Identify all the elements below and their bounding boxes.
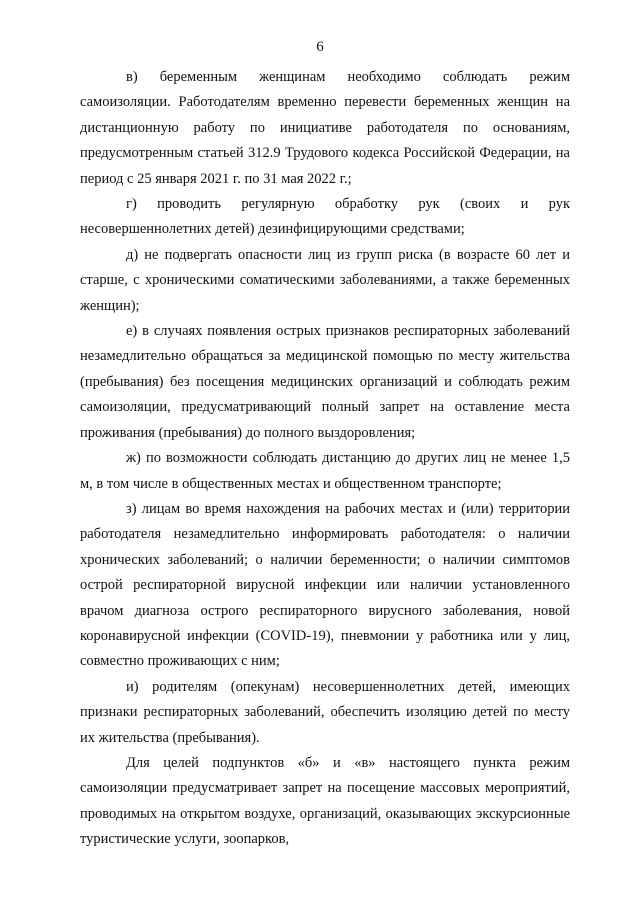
paragraph-g: г) проводить регулярную обработку рук (своих и рук несовершеннолетних детей) дезинфицирующими средствами; [80,196,570,238]
page-number: 6 [316,39,324,55]
paragraph-purposes: Для целей подпунктов «б» и «в» настоящего пункта режим самоизоляции предусматривает запрет на посещение массовых мероприятий, проводимых на открытом воздухе, организаций, оказывающих экскурсионные туристические услуги, зоопарков, [80,754,570,848]
paragraph-zh: ж) по возможности соблюдать дистанцию до других лиц не менее 1,5 м, в том числе в общественных местах и общественном транспорте; [80,450,570,492]
paragraph-z: з) лицам во время нахождения на рабочих местах и (или) территории работодателя незамедлительно информировать работодателя: о наличии хронических заболеваний; о наличии беременности; о наличии симптомов острой респираторной вирусной инфекции или наличии установленного врачом диагноза острого респираторного вирусного заболевания, новой коронавирусной инфекции (COVID-19), пневмонии у работника или у лиц, совместно проживающих с ним; [80,500,570,670]
paragraph-e: е) в случаях появления острых признаков респираторных заболеваний незамедлительно обращаться за медицинской помощью по месту жительства (пребывания) без посещения медицинских организаций и соблюдать режим самоизоляции, предусматривающий полный запрет на оставление места проживания (пребывания) до полного выздоровления; [80,323,570,441]
paragraph-v: в) беременным женщинам необходимо соблюдать режим самоизоляции. Работодателям временно перевести беременных женщин на дистанционную работу по инициативе работодателя по основаниям, предусмотренным статьей 312.9 Трудового кодекса Российской Федерации, на период с 25 января 2021 г. по 31 мая 2022 г.; [80,69,570,187]
paragraph-d: д) не подвергать опасности лиц из групп риска (в возрасте 60 лет и старше, с хроническими соматическими заболеваниями, а также беременных женщин); [80,246,570,314]
paragraph-i: и) родителям (опекунам) несовершеннолетних детей, имеющих признаки респираторных заболеваний, обеспечить изоляцию детей по месту их жительства (пребывания). [80,678,570,746]
document-body [80,65,570,853]
